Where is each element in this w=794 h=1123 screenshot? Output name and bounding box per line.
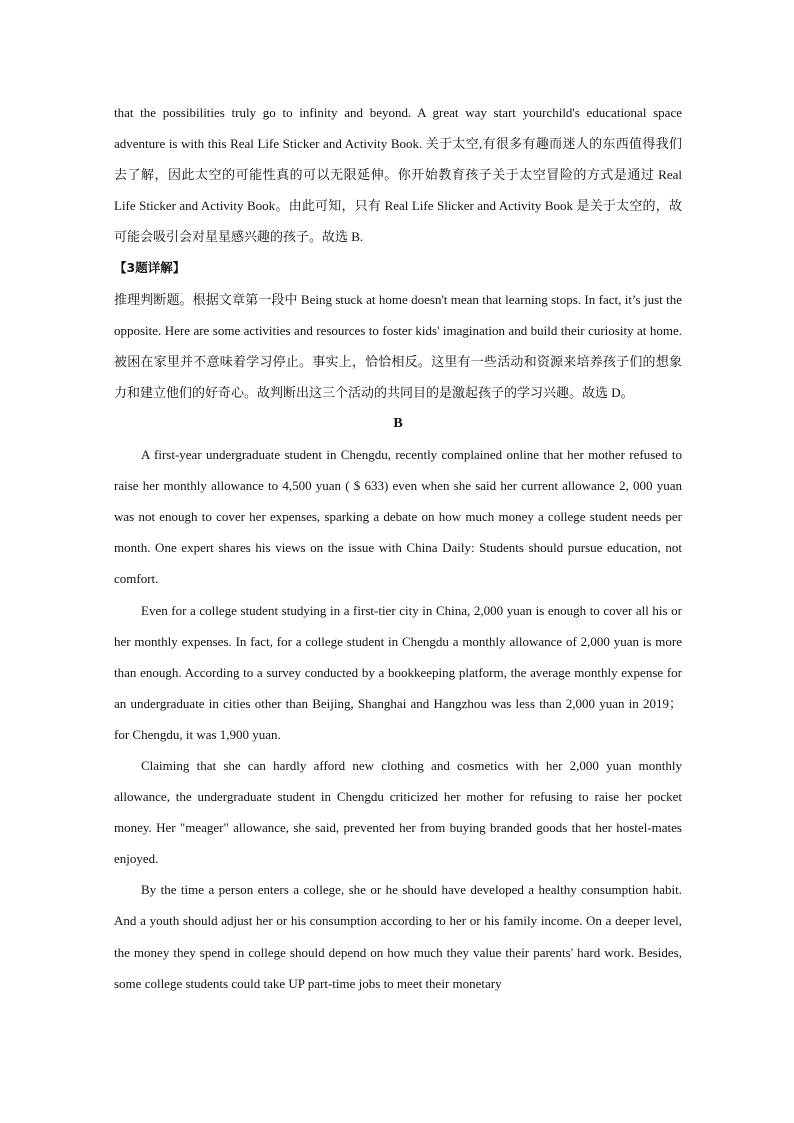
passage-b-paragraph-4: By the time a person enters a college, she or he should have developed a healthy consumption habit. And a youth should adjust her or his consumption according to her or his family income. On a deeper level, the money they spend in college should depend on how much they value their parents' hard work. Besides, some college students could take UP part-time jobs to meet their monetary bbox=[114, 882, 682, 991]
answer-explanation-2: that the possibilities truly go to infinity and beyond. A great way start yourchild's educational space adventure is with this Real Life Sticker and Activity Book. 关于太空,有很多有趣而迷人的东西值得我们去了解，因此太空的可能性真的可以无限延伸。你开始教育孩子关于太空冒险的方式是通过 Real Life Sticker and Activity Book。由此可知，只有 Real Life Slicker and Activity Book 是关于太空的，故可能会吸引会对星星感兴趣的孩子。故选 B. bbox=[114, 105, 682, 245]
question-3-heading: 【3题详解】 bbox=[114, 260, 186, 276]
passage-b-paragraph-3: Claiming that she can hardly afford new clothing and cosmetics with her 2,000 yuan monthly allowance, the undergraduate student in Chengdu criticized her mother for refusing to raise her pocket money. Her "meager" allowance, she said, prevented her from buying branded goods that her hostel-mates enjoyed. bbox=[114, 757, 682, 867]
document-page bbox=[114, 97, 682, 999]
section-b-title: B bbox=[393, 415, 403, 431]
passage-b-paragraph-1: A first-year undergraduate student in Chengdu, recently complained online that her mother refused to raise her monthly allowance to 4,500 yuan ( $ 633) even when she said her current allowance 2, 000 yuan was not enough to cover her expenses, sparking a debate on how much money a college student needs per month. One expert shares his views on the issue with China Daily: Students should pursue education, not comfort. bbox=[114, 447, 682, 587]
passage-b-paragraph-2: Even for a college student studying in a first-tier city in China, 2,000 yuan is enough to cover all his or her monthly expenses. In fact, for a college student in Chengdu a monthly allowance of 2,000 yuan is more than enough. According to a survey conducted by a bookkeeping platform, the average monthly expense for an undergraduate in cities other than Beijing, Shanghai and Hangzhou was less than 2,000 yuan in 2019； for Chengdu, it was 1,900 yuan. bbox=[114, 602, 682, 742]
answer-explanation-3: 推理判断题。根据文章第一段中 Being stuck at home doesn't mean that learning stops. In fact, it’s just the opposite. Here are some activities and resources to foster kids' imagination and build their curiosity at home. 被困在家里并不意味着学习停止。事实上，恰恰相反。这里有一些活动和资源来培养孩子们的想象力和建立他们的好奇心。故判断出这三个活动的共同目的是激起孩子的学习兴趣。故选 D。 bbox=[114, 291, 682, 400]
